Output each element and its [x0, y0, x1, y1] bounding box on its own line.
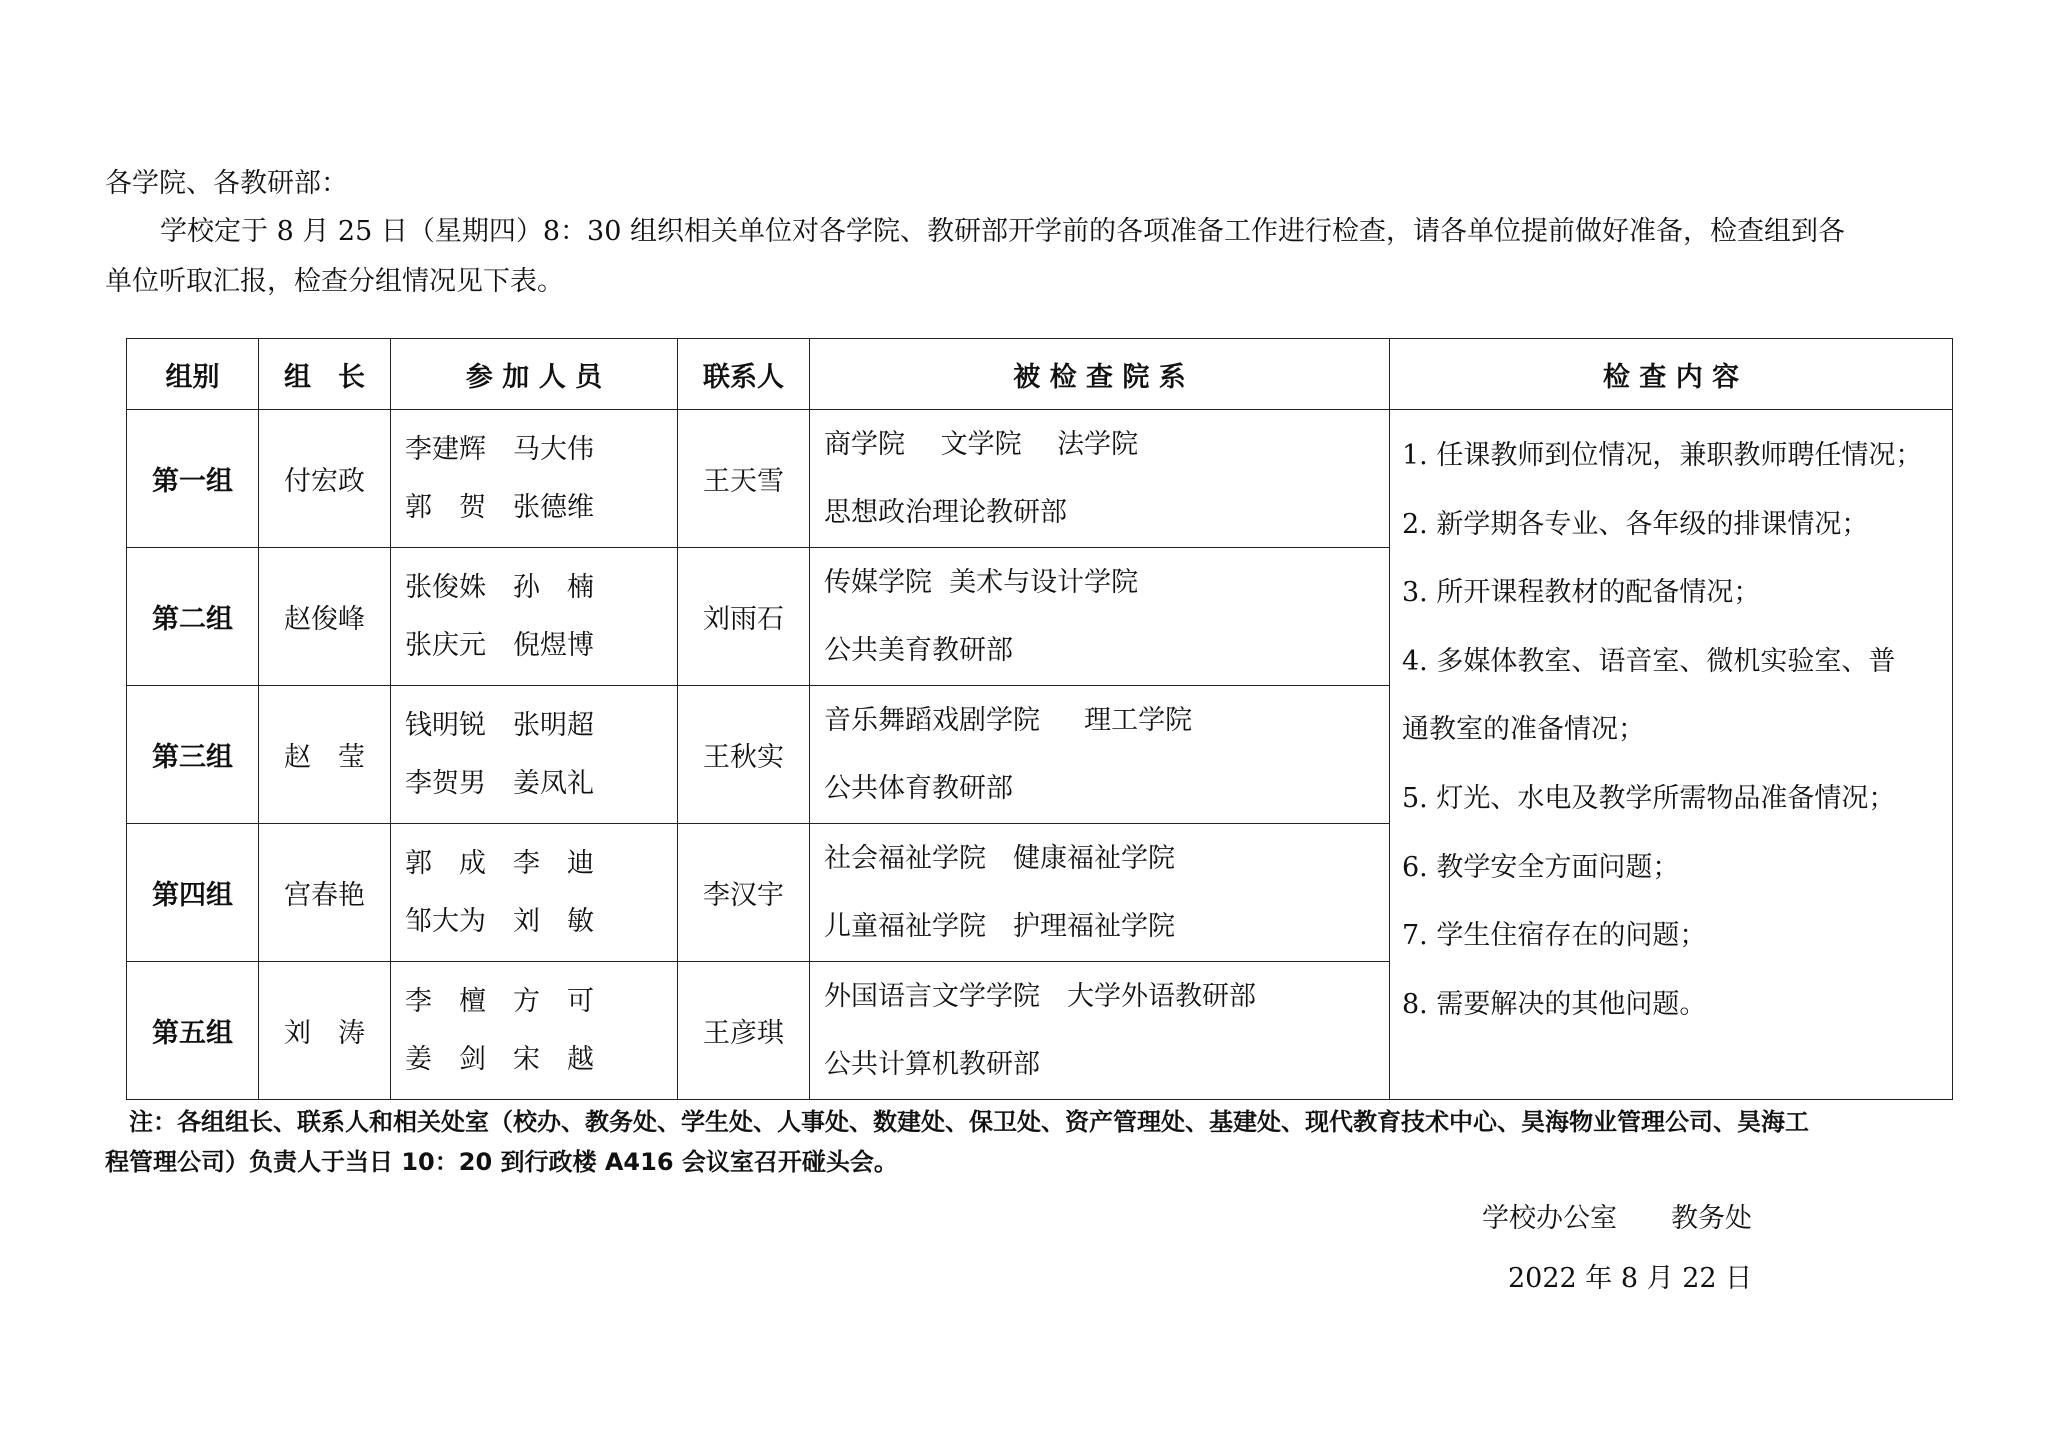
member-line: 李建辉 马大伟 — [405, 433, 594, 465]
unit-line: 儿童福祉学院 护理福祉学院 — [824, 910, 1175, 942]
group-members — [391, 686, 678, 824]
member-line: 张俊姝 孙 楠 — [405, 571, 594, 603]
group-name: 第二组 — [127, 548, 259, 686]
body-paragraph-line-1: 学校定于 8 月 25 日（星期四）8：30 组织相关单位对各学院、教研部开学前的各项准备工作进行检查，请各单位提前做好准备，检查组到各 — [160, 216, 1845, 247]
inspected-units — [810, 686, 1390, 824]
group-name: 第五组 — [127, 962, 259, 1100]
member-line: 郭 成 李 迪 — [405, 847, 594, 879]
group-name: 第三组 — [127, 686, 259, 824]
group-leader: 刘 涛 — [259, 962, 391, 1100]
header-units: 被 检 查 院 系 — [810, 339, 1390, 410]
unit-line: 传媒学院 美术与设计学院 — [824, 566, 1139, 598]
group-leader: 付宏政 — [259, 410, 391, 548]
inspection-content — [1390, 410, 1953, 1100]
content-item: 4. 多媒体教室、语音室、微机实验室、普 — [1402, 645, 1896, 677]
header-content: 检 查 内 容 — [1390, 339, 1953, 410]
group-name: 第四组 — [127, 824, 259, 962]
unit-line: 公共美育教研部 — [824, 634, 1013, 666]
group-contact: 王天雪 — [678, 410, 810, 548]
inspected-units — [810, 962, 1390, 1100]
group-members — [391, 824, 678, 962]
member-line: 邹大为 刘 敏 — [405, 905, 594, 937]
content-item: 7. 学生住宿存在的问题； — [1402, 920, 1707, 952]
unit-line: 外国语言文学学院 大学外语教研部 — [824, 980, 1256, 1012]
group-leader: 赵俊峰 — [259, 548, 391, 686]
unit-line: 公共计算机教研部 — [824, 1048, 1040, 1080]
group-members — [391, 548, 678, 686]
content-item: 3. 所开课程教材的配备情况； — [1402, 577, 1761, 609]
content-item: 2. 新学期各专业、各年级的排课情况； — [1402, 508, 1869, 540]
unit-line: 公共体育教研部 — [824, 772, 1013, 804]
note-line-2: 程管理公司）负责人于当日 10：20 到行政楼 A416 会议室召开碰头会。 — [105, 1148, 898, 1176]
content-item: 5. 灯光、水电及教学所需物品准备情况； — [1402, 782, 1896, 814]
unit-line: 思想政治理论教研部 — [824, 496, 1067, 528]
table-header-row — [127, 339, 1953, 410]
note-line-1: 注：各组组长、联系人和相关处室（校办、教务处、学生处、人事处、数建处、保卫处、资产管理处、基建处、现代教育技术中心、昊海物业管理公司、昊海工 — [105, 1108, 1809, 1136]
group-name: 第一组 — [127, 410, 259, 548]
content-item: 8. 需要解决的其他问题。 — [1402, 988, 1707, 1020]
group-contact: 王秋实 — [678, 686, 810, 824]
member-line: 张庆元 倪煜博 — [405, 629, 594, 661]
content-item: 通教室的准备情况； — [1402, 714, 1645, 746]
member-line: 李贺男 姜凤礼 — [405, 767, 594, 799]
content-item: 6. 教学安全方面问题； — [1402, 851, 1680, 883]
group-contact: 王彦琪 — [678, 962, 810, 1100]
signature-date: 2022 年 8 月 22 日 — [1508, 1263, 1753, 1294]
member-line: 姜 剑 宋 越 — [405, 1043, 594, 1075]
unit-line: 商学院 文学院 法学院 — [824, 428, 1139, 460]
unit-line: 社会福祉学院 健康福祉学院 — [824, 842, 1175, 874]
body-paragraph-line-2: 单位听取汇报，检查分组情况见下表。 — [105, 266, 564, 297]
group-members — [391, 962, 678, 1100]
member-line: 钱明锐 张明超 — [405, 709, 594, 741]
inspected-units — [810, 410, 1390, 548]
table-row — [127, 410, 1953, 548]
member-line: 李 檀 方 可 — [405, 985, 594, 1017]
group-leader: 宫春艳 — [259, 824, 391, 962]
salutation: 各学院、各教研部： — [105, 168, 348, 199]
header-contact: 联系人 — [678, 339, 810, 410]
group-contact: 刘雨石 — [678, 548, 810, 686]
group-contact: 李汉宇 — [678, 824, 810, 962]
member-line: 郭 贺 张德维 — [405, 491, 594, 523]
header-leader: 组 长 — [259, 339, 391, 410]
inspected-units — [810, 548, 1390, 686]
inspected-units — [810, 824, 1390, 962]
group-leader: 赵 莹 — [259, 686, 391, 824]
signature-offices: 学校办公室 教务处 — [1482, 1203, 1752, 1234]
header-group: 组别 — [127, 339, 259, 410]
header-members: 参 加 人 员 — [391, 339, 678, 410]
content-item: 1. 任课教师到位情况，兼职教师聘任情况； — [1402, 440, 1923, 471]
group-members — [391, 410, 678, 548]
inspection-groups-table — [126, 338, 1953, 1100]
unit-line: 音乐舞蹈戏剧学院 理工学院 — [824, 704, 1193, 736]
